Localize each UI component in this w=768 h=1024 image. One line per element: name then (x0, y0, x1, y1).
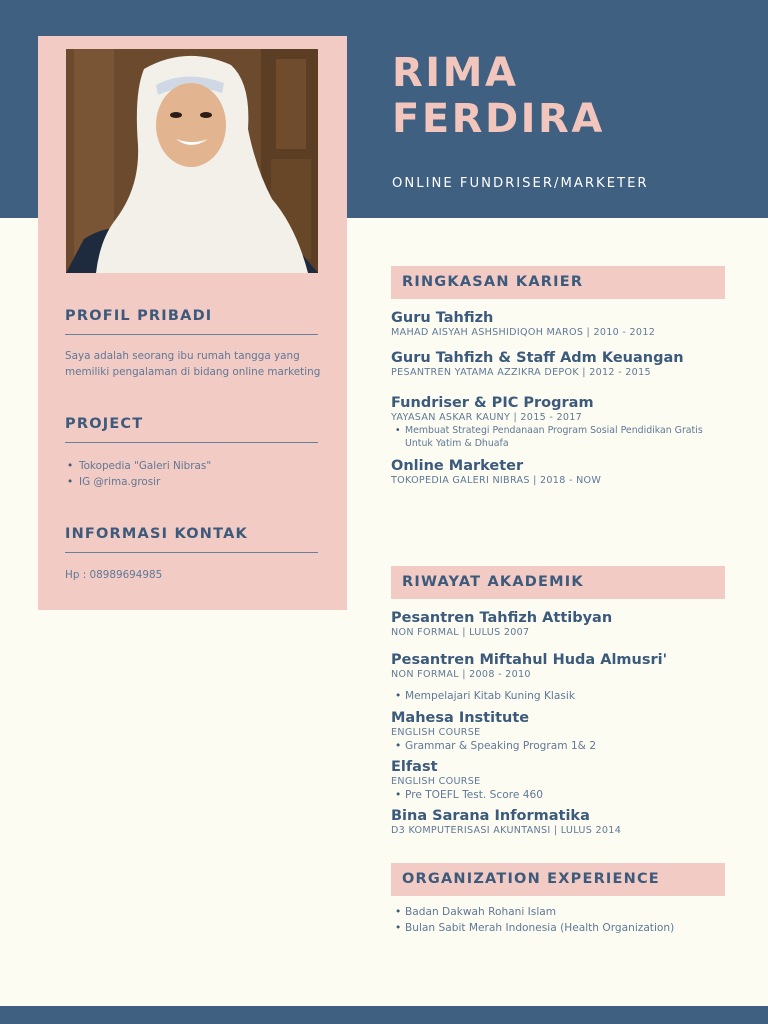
career-entry (391, 458, 731, 487)
academic-entry-sub: NON FORMAL | 2008 - 2010 (391, 669, 531, 680)
project-item: • Tokopedia "Galeri Nibras" (65, 458, 211, 474)
person-name (392, 50, 605, 142)
career-entry-title: Guru Tahfizh & Staff Adm Keuangan (391, 350, 684, 366)
career-heading: RINGKASAN KARIER (391, 266, 725, 299)
academic-entry (391, 808, 731, 837)
career-entry-sub: YAYASAN ASKAR KAUNY | 2015 - 2017 (391, 412, 583, 423)
academic-entry (391, 759, 731, 802)
organization-list (391, 904, 674, 936)
project-list (65, 458, 211, 490)
organization-item: • Bulan Sabit Merah Indonesia (Health Organization) (391, 920, 674, 936)
organization-item: • Badan Dakwah Rohani Islam (391, 904, 674, 920)
career-entry (391, 395, 731, 450)
academic-entry-title: Pesantren Tahfizh Attibyan (391, 610, 613, 626)
career-entry-title: Guru Tahfizh (391, 310, 494, 326)
career-entry-bullets (391, 424, 711, 450)
academic-entry-sub: NON FORMAL | LULUS 2007 (391, 627, 530, 638)
profile-heading: PROFIL PRIBADI (65, 308, 318, 335)
academic-entry (391, 610, 731, 639)
career-entry-sub: MAHAD AISYAH ASHSHIDIQOH MAROS | 2010 - 2012 (391, 327, 656, 338)
sidebar (38, 36, 347, 610)
career-entry-title: Online Marketer (391, 458, 524, 474)
academic-entry-bullet: • Pre TOEFL Test. Score 460 (391, 788, 731, 802)
academic-entry-title: Elfast (391, 759, 438, 775)
career-entry (391, 350, 731, 379)
academic-entry (391, 710, 731, 753)
career-entry-title: Fundriser & PIC Program (391, 395, 594, 411)
academic-entry-sub: ENGLISH COURSE (391, 727, 481, 738)
academic-entry-title: Pesantren Miftahul Huda Almusri' (391, 652, 668, 668)
academic-entry-bullet: • Grammar & Speaking Program 1& 2 (391, 739, 731, 753)
name-first: RIMA (392, 50, 519, 96)
project-heading: PROJECT (65, 416, 318, 443)
academic-entry-sub: ENGLISH COURSE (391, 776, 481, 787)
academic-entry-title: Mahesa Institute (391, 710, 530, 726)
academic-entry-title: Bina Sarana Informatika (391, 808, 590, 824)
academic-entry (391, 652, 731, 703)
academic-entry-bullets (391, 739, 731, 753)
academic-entry-bullet: • Mempelajari Kitab Kuning Klasik (391, 689, 731, 703)
contact-phone: Hp : 08989694985 (65, 569, 163, 581)
academic-heading: RIWAYAT AKADEMIK (391, 566, 725, 599)
organization-heading: ORGANIZATION EXPERIENCE (391, 863, 725, 896)
name-last: FERDIRA (392, 96, 605, 142)
profile-photo-illustration (66, 49, 318, 273)
academic-entry-bullets (391, 788, 731, 802)
profile-text: Saya adalah seorang ibu rumah tangga yang memiliki pengalaman di bidang online marketing (65, 350, 321, 378)
project-item: • IG @rima.grosir (65, 474, 211, 490)
academic-entry-bullets (391, 689, 731, 703)
career-entry-bullet: • Membuat Strategi Pendanaan Program Sosial Pendidikan Gratis Untuk Yatim & Dhuafa (391, 424, 711, 450)
contact-heading: INFORMASI KONTAK (65, 526, 318, 553)
academic-entry-sub: D3 KOMPUTERISASI AKUNTANSI | LULUS 2014 (391, 825, 622, 836)
job-title: ONLINE FUNDRISER/MARKETER (392, 176, 649, 191)
footer-band (0, 1006, 768, 1024)
career-entry (391, 310, 731, 339)
career-entry-sub: PESANTREN YATAMA AZZIKRA DEPOK | 2012 - 2015 (391, 367, 651, 378)
profile-photo (66, 49, 318, 273)
career-entry-sub: TOKOPEDIA GALERI NIBRAS | 2018 - NOW (391, 475, 602, 486)
